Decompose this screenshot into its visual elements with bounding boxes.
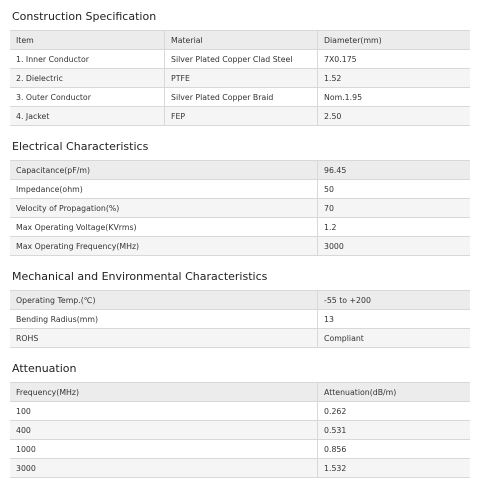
table-cell: Impedance(ohm) (10, 180, 318, 199)
attenuation-title: Attenuation (12, 362, 77, 375)
table-row (10, 440, 470, 459)
table-cell: 3. Outer Conductor (10, 88, 165, 107)
table-cell: Bending Radius(mm) (10, 310, 318, 329)
construction-table (10, 30, 470, 126)
table-cell: 70 (318, 199, 471, 218)
table-cell: Max Operating Voltage(KVrms) (10, 218, 318, 237)
table-cell: 2.50 (318, 107, 471, 126)
table-cell: Compliant (318, 329, 471, 348)
table-cell: Velocity of Propagation(%) (10, 199, 318, 218)
construction-section (10, 9, 470, 126)
table-row (10, 329, 470, 348)
table-row (10, 218, 470, 237)
mechanical-section (10, 269, 470, 348)
table-cell: 1000 (10, 440, 318, 459)
header-cell: Diameter(mm) (318, 31, 471, 50)
header-cell: Item (10, 31, 165, 50)
electrical-section (10, 139, 470, 256)
table-cell: Silver Plated Copper Braid (165, 88, 318, 107)
table-cell: 1.2 (318, 218, 471, 237)
table-cell: 13 (318, 310, 471, 329)
table-row (10, 199, 470, 218)
table-row (10, 107, 470, 126)
table-cell: ROHS (10, 329, 318, 348)
table-cell: 7X0.175 (318, 50, 471, 69)
table-cell: -55 to +200 (318, 291, 471, 310)
table-cell: PTFE (165, 69, 318, 88)
table-cell: 0.856 (318, 440, 471, 459)
attenuation-section (10, 361, 470, 478)
table-cell: 3000 (10, 459, 318, 478)
table-row (10, 180, 470, 199)
header-cell: Attenuation(dB/m) (318, 383, 471, 402)
table-header-row (10, 383, 470, 402)
table-header-row (10, 31, 470, 50)
electrical-table (10, 160, 470, 256)
table-row (10, 402, 470, 421)
table-cell: Capacitance(pF/m) (10, 161, 318, 180)
table-row (10, 459, 470, 478)
header-cell: Material (165, 31, 318, 50)
mechanical-title: Mechanical and Environmental Characteristics (12, 270, 268, 283)
table-cell: Silver Plated Copper Clad Steel (165, 50, 318, 69)
table-cell: 4. Jacket (10, 107, 165, 126)
header-cell: Frequency(MHz) (10, 383, 318, 402)
table-row (10, 291, 470, 310)
table-cell: FEP (165, 107, 318, 126)
table-row (10, 88, 470, 107)
table-cell: 0.531 (318, 421, 471, 440)
table-cell: 1. Inner Conductor (10, 50, 165, 69)
table-row (10, 69, 470, 88)
mechanical-table (10, 290, 470, 348)
table-cell: 96.45 (318, 161, 471, 180)
table-cell: 2. Dielectric (10, 69, 165, 88)
table-cell: Max Operating Frequency(MHz) (10, 237, 318, 256)
electrical-title: Electrical Characteristics (12, 140, 149, 153)
attenuation-table (10, 382, 470, 478)
table-cell: Operating Temp.(℃) (10, 291, 318, 310)
table-cell: 1.52 (318, 69, 471, 88)
table-cell: 100 (10, 402, 318, 421)
construction-title: Construction Specification (12, 10, 157, 23)
table-cell: Nom.1.95 (318, 88, 471, 107)
table-cell: 400 (10, 421, 318, 440)
table-cell: 0.262 (318, 402, 471, 421)
table-row (10, 161, 470, 180)
table-cell: 1.532 (318, 459, 471, 478)
table-row (10, 421, 470, 440)
table-row (10, 237, 470, 256)
table-row (10, 50, 470, 69)
table-cell: 3000 (318, 237, 471, 256)
table-cell: 50 (318, 180, 471, 199)
table-row (10, 310, 470, 329)
